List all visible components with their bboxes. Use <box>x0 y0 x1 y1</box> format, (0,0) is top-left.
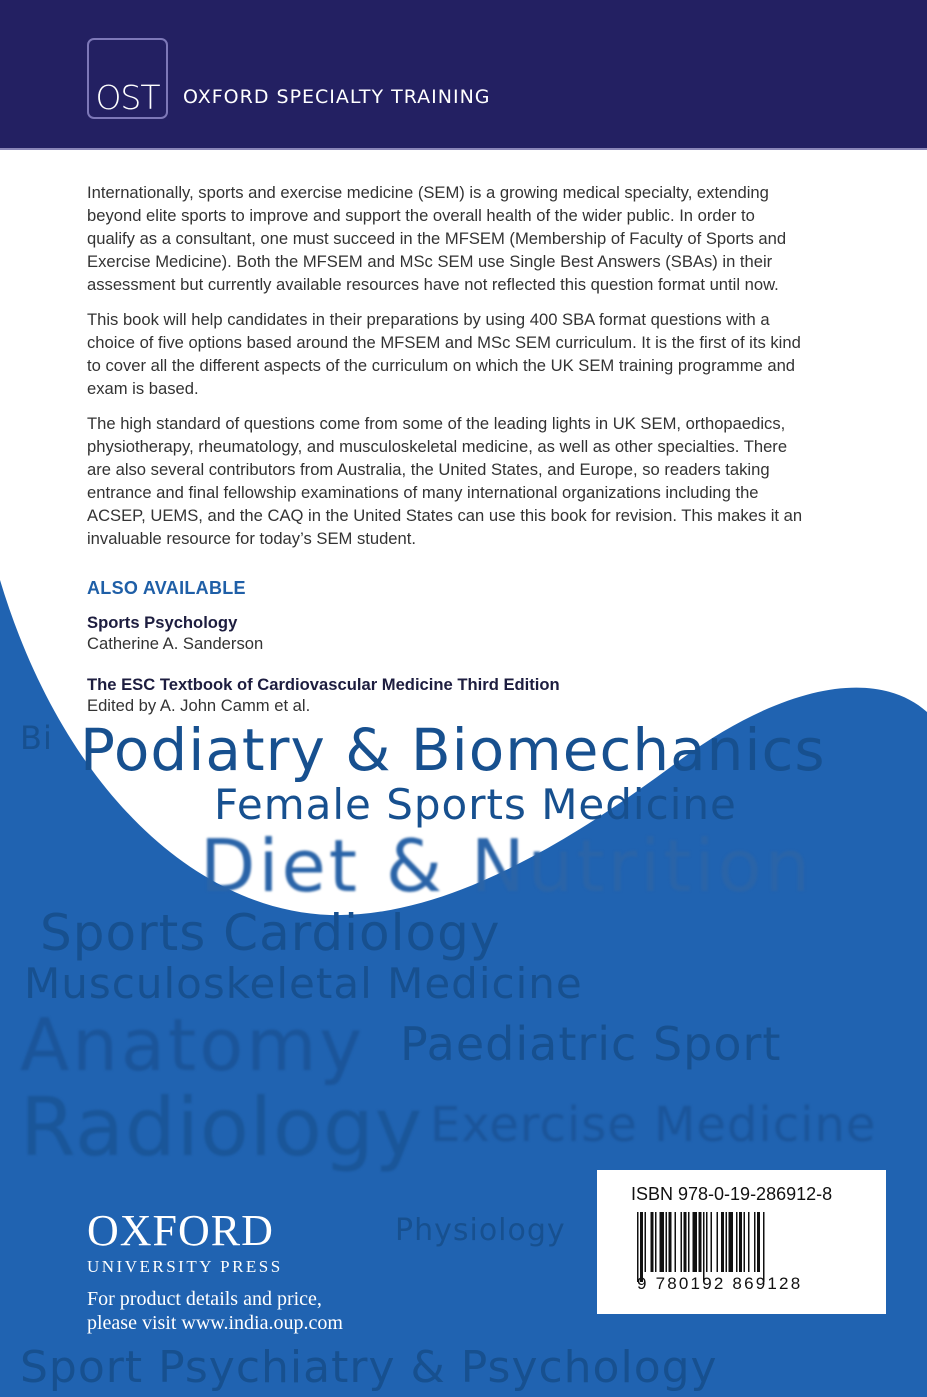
also-available-heading: ALSO AVAILABLE <box>87 578 246 598</box>
bg-word: Bi <box>20 719 53 757</box>
bg-word: Diet & Nutrition <box>200 824 814 908</box>
barcode-bar <box>651 1212 654 1272</box>
blurb-paragraph: Internationally, sports and exercise medicine (SEM) is a growing medical specialty, extending beyond elite sports to improve and support the overall health of the wider public. In order to qualify as a consultant, one must succeed in the MFSEM (Membership of Faculty of Sports and Exercise Medicine). Both the MFSEM and MSc SEM use Single Best Answers (SBAs) in their assessment but currently available resources have not reflected this question format until now. <box>87 183 787 294</box>
isbn-text: ISBN 978-0-19-286912-8 <box>631 1184 833 1204</box>
barcode-bar <box>726 1212 728 1272</box>
book-title: The ESC Textbook of Cardiovascular Medicine Third Edition <box>87 675 560 694</box>
bg-word: Paediatric Sport <box>400 1017 782 1071</box>
barcode-bar <box>748 1212 750 1272</box>
barcode-bar <box>688 1212 690 1272</box>
bg-word: Radiology <box>20 1081 424 1174</box>
product-details-line: For product details and price, <box>87 1288 322 1310</box>
barcode-box <box>597 1170 886 1314</box>
barcode-bar <box>640 1212 643 1282</box>
bg-word: Musculoskeletal Medicine <box>24 959 583 1008</box>
barcode-bar <box>706 1212 708 1272</box>
blurb-paragraph: This book will help candidates in their preparations by using 400 SBA format questions with a choice of five options based around the MFSEM and MSc SEM curriculum. It is the first of its kind to cover all the different aspects of the curriculum on which the UK SEM training programme and exam is based. <box>87 310 801 398</box>
bg-word: Female Sports Medicine <box>214 780 737 829</box>
barcode-bar <box>729 1212 734 1272</box>
barcode-bar <box>660 1212 665 1272</box>
barcode <box>637 1212 847 1282</box>
barcode-bar <box>699 1212 702 1272</box>
barcode-bar <box>757 1212 760 1272</box>
blurb <box>87 181 807 562</box>
barcode-bar <box>675 1212 677 1272</box>
barcode-bar <box>669 1212 672 1272</box>
series-name: OXFORD SPECIALTY TRAINING <box>183 86 491 108</box>
barcode-bar <box>744 1212 746 1272</box>
barcode-bar <box>711 1212 713 1272</box>
bg-word: Sports Cardiology <box>40 904 501 962</box>
barcode-bar <box>754 1212 756 1272</box>
barcode-bar <box>645 1212 647 1272</box>
series-header <box>0 0 927 150</box>
related-book <box>87 612 263 654</box>
bg-word: Exercise Medicine <box>430 1097 877 1153</box>
bg-word: Physiology <box>395 1213 566 1248</box>
product-details-url: please visit www.india.oup.com <box>87 1312 343 1334</box>
bg-word: Podiatry & Biomechanics <box>80 716 826 784</box>
related-book <box>87 674 560 716</box>
barcode-bar <box>721 1212 724 1272</box>
barcode-bar <box>681 1212 683 1272</box>
book-title: Sports Psychology <box>87 613 238 632</box>
barcode-digits: 9 780192 869128 <box>637 1274 803 1293</box>
book-author: Edited by A. John Camm et al. <box>87 696 311 715</box>
barcode-bar <box>684 1212 687 1272</box>
barcode-bar <box>693 1212 698 1272</box>
barcode-bar <box>763 1212 765 1282</box>
barcode-bar <box>637 1212 639 1282</box>
bg-word: Anatomy <box>20 1003 366 1087</box>
barcode-bar <box>739 1212 742 1272</box>
bg-word: Sport Psychiatry & Psychology <box>20 1342 718 1393</box>
oup-logo <box>87 1208 343 1335</box>
blurb-paragraph: The high standard of questions come from some of the leading lights in UK SEM, orthopaedics, physiotherapy, rheumatology, and musculoskeletal medicine, as well as other specialties. There are also several contributors from Australia, the United States, and Europe, so readers taking entrance and final fellowship examinations of many international organizations including the ACSEP, UEMS, and the CAQ in the United States can use this book for revision. This makes it an invaluable resource for today’s SEM student. <box>87 414 803 548</box>
oup-name: OXFORD <box>87 1206 274 1255</box>
oup-subname: UNIVERSITY PRESS <box>87 1257 283 1276</box>
barcode-bar <box>736 1212 738 1272</box>
barcode-bar <box>655 1212 657 1272</box>
barcode-bar <box>703 1212 705 1282</box>
book-author: Catherine A. Sanderson <box>87 634 264 653</box>
barcode-bar <box>666 1212 668 1272</box>
barcode-bar <box>717 1212 719 1272</box>
ost-logo: OST <box>87 38 168 119</box>
